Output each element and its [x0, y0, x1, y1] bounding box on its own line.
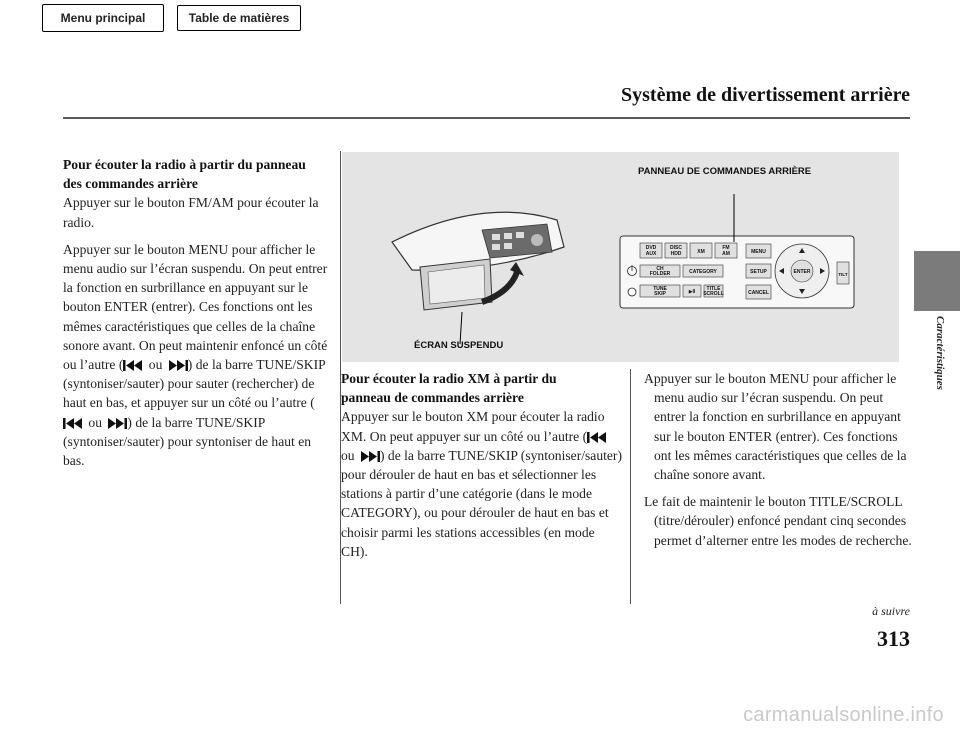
svg-text:TUNE: TUNE [653, 286, 667, 292]
middle-column [341, 369, 623, 569]
watermark: carmanualsonline.info [743, 704, 944, 726]
rear-panel-figure [342, 152, 899, 362]
svg-text:DISC: DISC [670, 245, 682, 251]
section-tab [914, 251, 960, 311]
paragraph: Appuyer sur le bouton MENU pour afficher le menu audio sur l’écran suspendu. On peut entrer la fonction en surbrillance en appuyant sur le bouton ENTER (entrer). Ces fonctions ont les mêmes caractéristiques que celles de la chaîne sonore avant. [644, 371, 907, 483]
overhead-screen-illustration [392, 212, 564, 344]
svg-text:AUX: AUX [645, 251, 657, 257]
header-divider [63, 117, 910, 119]
paragraph: Appuyer sur le bouton FM/AM pour écouter la radio. [63, 195, 319, 230]
left-column [63, 155, 331, 478]
dvd-aux-button[interactable] [640, 243, 662, 258]
skip-back-icon [123, 360, 145, 371]
svg-text:CH: CH [656, 266, 664, 272]
svg-text:SETUP: SETUP [750, 269, 767, 275]
paragraph: Appuyer sur le bouton XM pour écouter la radio XM. On peut appuyer sur un côté ou l’autre ( ou ) de la barre TUNE/SKIP (syntoniser/sauter) pour dérouler de haut en bas et sélectionner les stations à partir d’une catégorie (dans le mode CATEGORY), ou pour dérouler de haut en bas et choisir parmi les stations accessibles (en mode CH). [341, 409, 622, 559]
svg-text:DVD: DVD [645, 245, 657, 251]
svg-text:▶II: ▶II [688, 289, 696, 295]
column-divider [630, 369, 631, 604]
svg-text:TITLE: TITLE [706, 286, 721, 292]
screen-callout: ÉCRAN SUSPENDU [414, 340, 504, 351]
svg-text:HDD: HDD [670, 251, 682, 257]
tune-skip-button[interactable] [640, 285, 680, 297]
svg-text:SCROLL: SCROLL [703, 291, 724, 297]
tilt-button[interactable] [837, 262, 849, 284]
skip-forward-icon [166, 360, 188, 371]
ch-folder-button[interactable] [640, 265, 680, 277]
skip-back-icon [587, 432, 609, 443]
xm-button[interactable] [690, 243, 712, 258]
page-title: Système de divertissement arrière [621, 84, 910, 106]
right-column [644, 369, 912, 558]
fm-am-button[interactable] [715, 243, 737, 258]
skip-forward-icon [105, 418, 127, 429]
enter-dial[interactable] [775, 244, 829, 298]
paragraph: Appuyer sur le bouton MENU pour afficher le menu audio sur l’écran suspendu. On peut entrer la fonction en surbrillance en appuyant sur le bouton ENTER (entrer). Ces fonctions ont les mêmes caractéristiques que celles de la chaîne sonore avant. On peut maintenir enfoncé un côté ou l’autre ( ou ) de la barre TUNE/SKIP (syntoniser/sauter) pour sauter (rechercher) de haut en bas, et appuyer sur un côté ou l’autre ( ou ) de la barre TUNE/SKIP (syntoniser/sauter) pour syntoniser de haut en bas. [63, 241, 328, 469]
cancel-button[interactable] [746, 285, 771, 299]
main-menu-button[interactable]: Menu principal [42, 4, 164, 32]
table-of-contents-button[interactable]: Table de matières [177, 5, 301, 31]
skip-forward-icon [358, 451, 380, 462]
section-heading: Pour écouter la radio à partir du panneau des commandes arrière [63, 157, 306, 192]
menu-button[interactable] [746, 244, 771, 258]
rear-panel-callout: PANNEAU DE COMMANDES ARRIÈRE [638, 166, 812, 177]
play-pause-button[interactable] [683, 285, 701, 297]
rear-entertainment-illustration [342, 152, 899, 362]
svg-text:FOLDER: FOLDER [649, 271, 671, 277]
svg-text:MENU: MENU [751, 249, 766, 255]
svg-text:CATEGORY: CATEGORY [689, 269, 717, 275]
svg-text:XM: XM [697, 249, 705, 255]
title-scroll-button[interactable] [703, 285, 724, 297]
rear-control-panel [620, 194, 854, 308]
svg-text:CANCEL: CANCEL [748, 290, 769, 296]
setup-button[interactable] [746, 264, 771, 278]
section-heading: Pour écouter la radio XM à partir du panneau de commandes arrière [341, 371, 557, 406]
svg-text:AM: AM [722, 251, 730, 257]
disc-hdd-button[interactable] [665, 243, 687, 258]
paragraph: Le fait de maintenir le bouton TITLE/SCROLL (titre/dérouler) enfoncé pendant cinq secondes permet d’alterner entre les modes de recherche. [644, 494, 912, 548]
section-tab-label: Caractéristiques [934, 316, 946, 390]
continued-label: à suivre [872, 604, 910, 618]
page-number: 313 [877, 626, 910, 651]
svg-text:ENTER: ENTER [793, 269, 811, 275]
category-button[interactable] [683, 265, 723, 277]
svg-text:FM: FM [722, 245, 730, 251]
svg-text:SKIP: SKIP [654, 291, 666, 297]
skip-back-icon [63, 418, 85, 429]
svg-text:TILT: TILT [838, 272, 848, 277]
